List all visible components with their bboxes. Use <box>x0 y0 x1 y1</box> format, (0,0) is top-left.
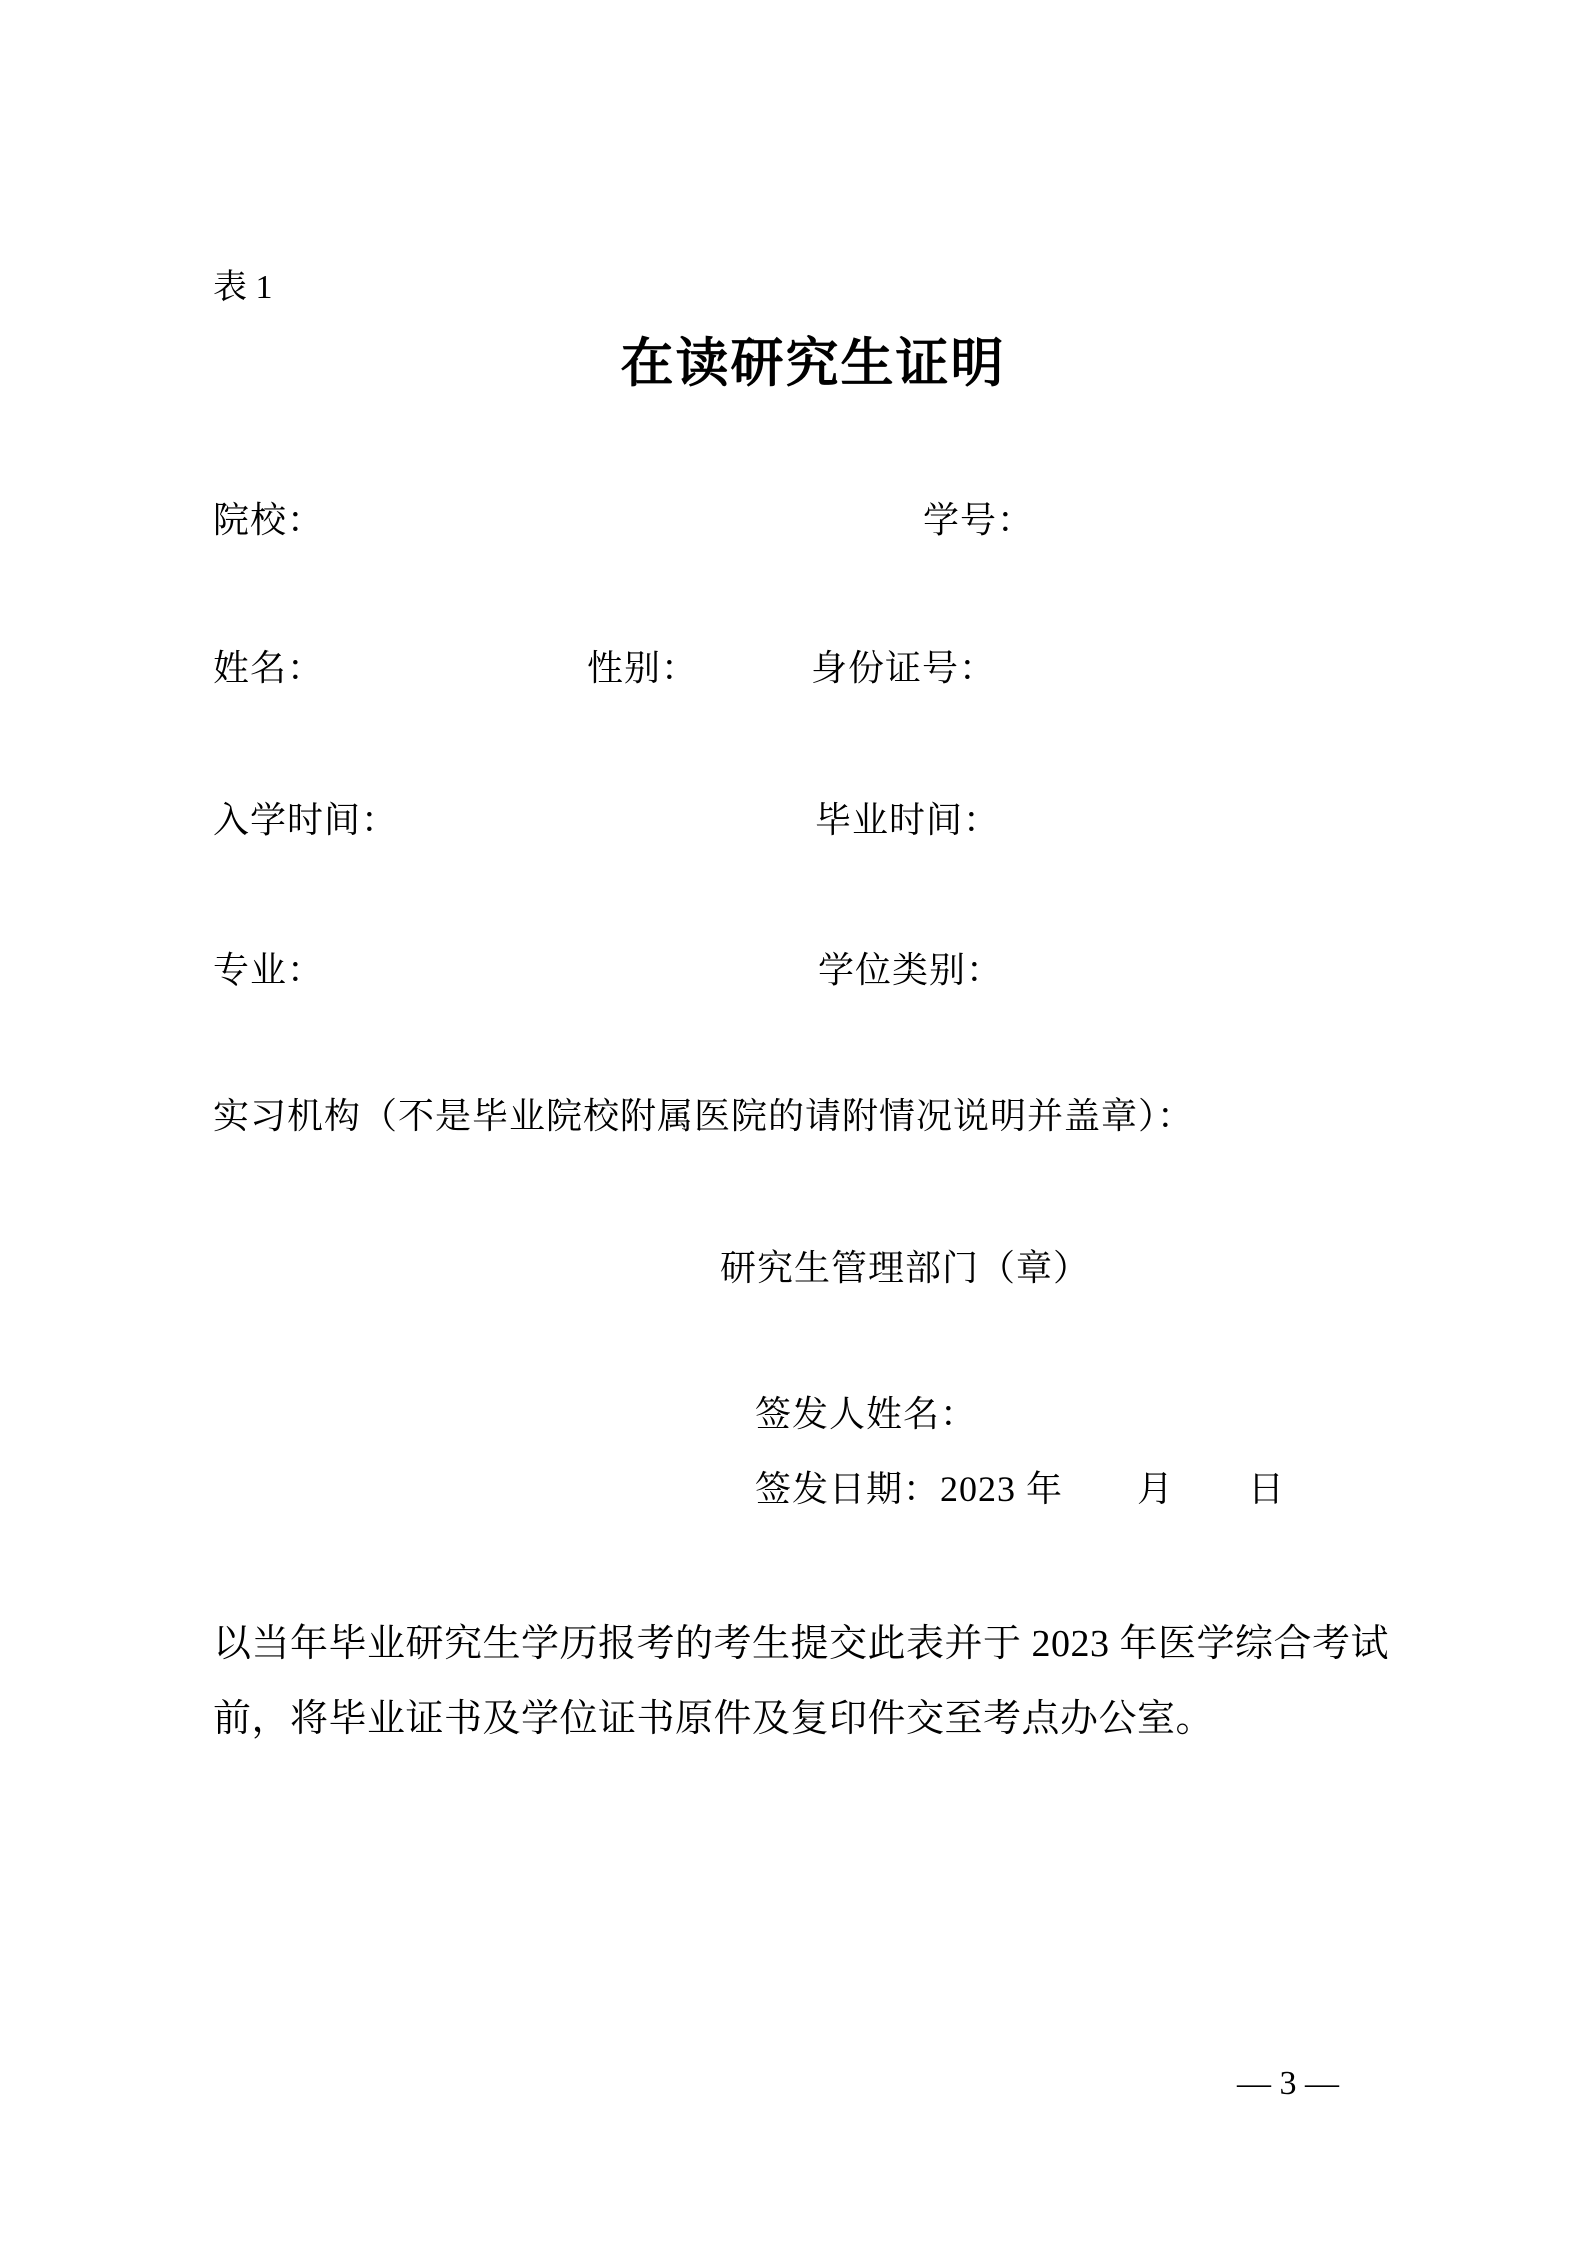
degree-type-field-label: 学位类别： <box>818 950 1004 990</box>
department-seal-label: 研究生管理部门（章） <box>720 1248 1091 1288</box>
note-paragraph-line1: 以当年毕业研究生学历报考的考生提交此表并于 2023 年医学综合考试 <box>213 1623 1390 1665</box>
page-title: 在读研究生证明 <box>620 334 1006 393</box>
student-id-field-label: 学号： <box>923 500 1035 540</box>
page-number: — 3 — <box>1237 2065 1339 2102</box>
table-label: 表 1 <box>213 269 273 306</box>
note-paragraph-line2: 前，将毕业证书及学位证书原件及复印件交至考点办公室。 <box>213 1698 1215 1740</box>
issuer-name-label: 签发人姓名： <box>755 1394 978 1434</box>
internship-institution-label: 实习机构（不是毕业院校附属医院的请附情况说明并盖章）： <box>213 1096 1195 1136</box>
name-field-label: 姓名： <box>213 648 325 688</box>
school-field-label: 院校： <box>213 500 325 540</box>
gender-field-label: 性别： <box>587 648 699 688</box>
id-number-field-label: 身份证号： <box>811 648 997 688</box>
graduate-time-field-label: 毕业时间： <box>815 800 1001 840</box>
major-field-label: 专业： <box>213 950 325 990</box>
issue-date-label: 签发日期：2023 年 月 日 <box>755 1469 1286 1509</box>
enroll-time-field-label: 入学时间： <box>213 800 399 840</box>
